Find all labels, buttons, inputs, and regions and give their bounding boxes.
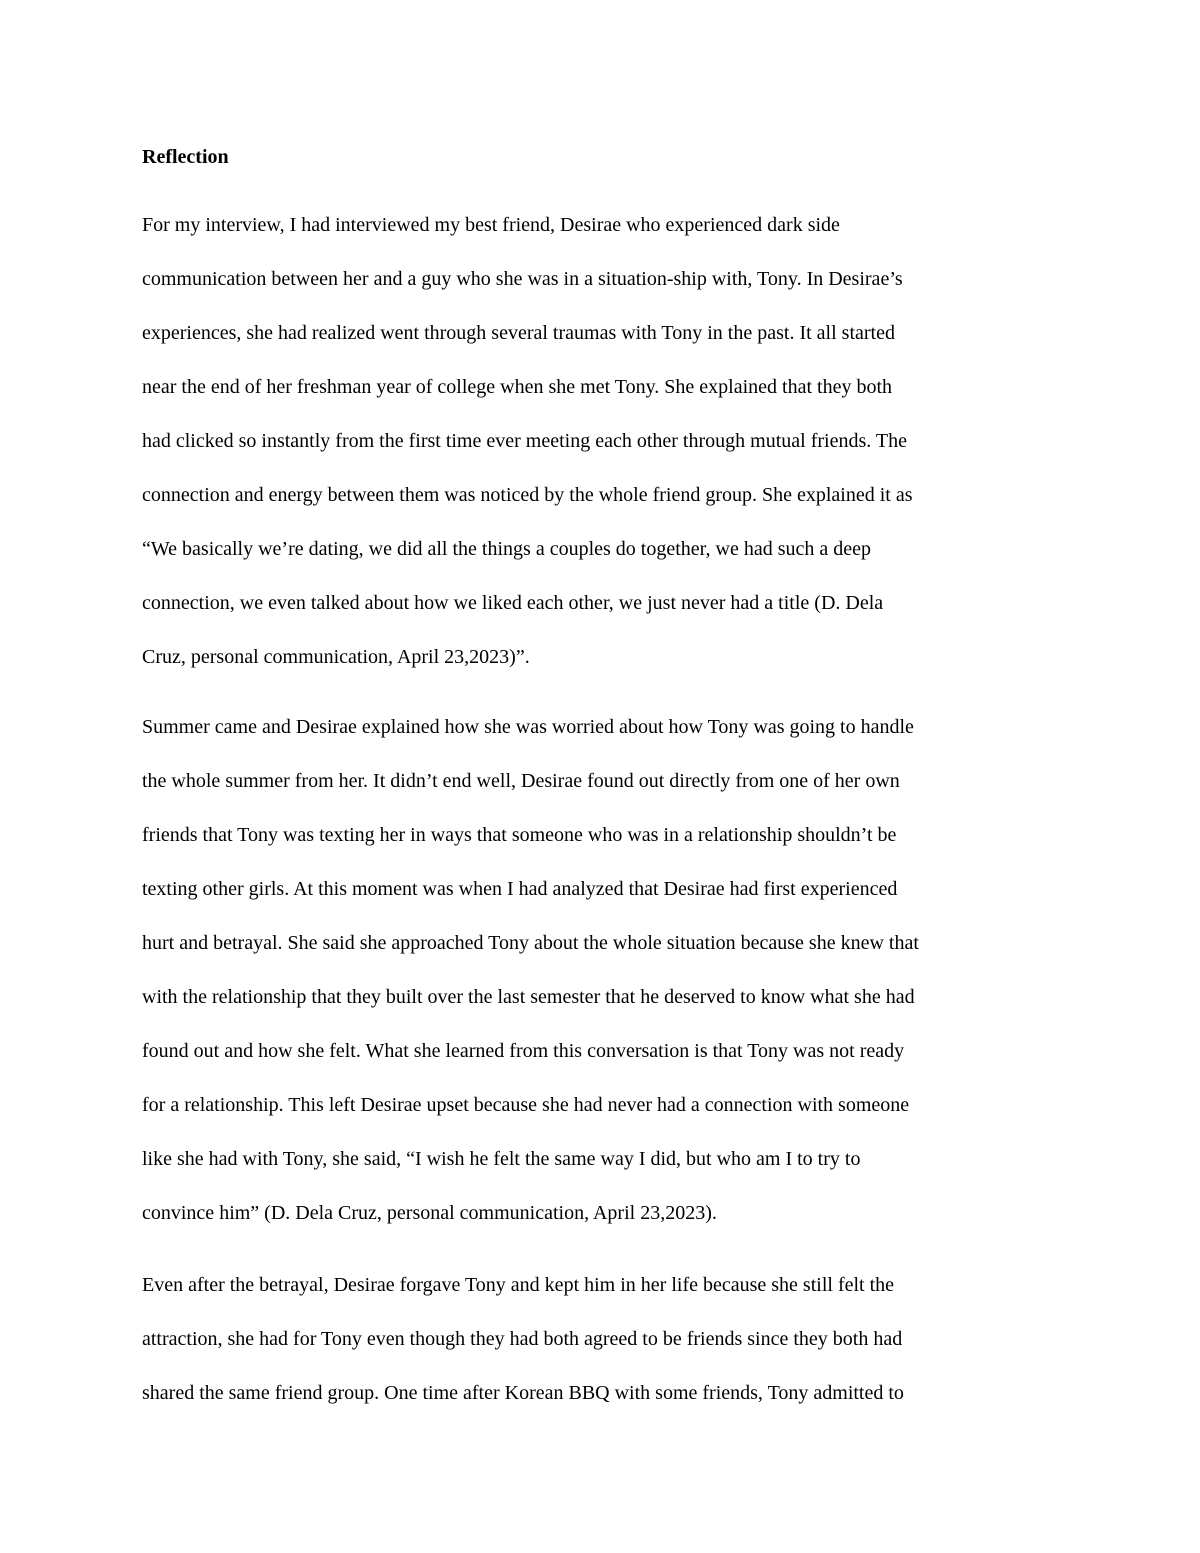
paragraph-1-line: connection, we even talked about how we liked each other, we just never had a title (D. Dela [142,592,884,614]
paragraph-2-line: texting other girls. At this moment was when I had analyzed that Desirae had first experienced [142,878,898,900]
paragraph-3-line: shared the same friend group. One time after Korean BBQ with some friends, Tony admitted to [142,1382,904,1404]
paragraph-3-line: attraction, she had for Tony even though they had both agreed to be friends since they both had [142,1328,903,1350]
paragraph-1-line: communication between her and a guy who she was in a situation-ship with, Tony. In Desirae’s [142,268,903,290]
paragraph-2-line: found out and how she felt. What she learned from this conversation is that Tony was not ready [142,1040,905,1062]
paragraph-2-line: friends that Tony was texting her in ways that someone who was in a relationship shouldn’t be [142,824,897,846]
paragraph-2-line: hurt and betrayal. She said she approached Tony about the whole situation because she knew that [142,932,919,954]
paragraph-3-line: Even after the betrayal, Desirae forgave Tony and kept him in her life because she still felt the [142,1274,895,1296]
paragraph-1-line: connection and energy between them was noticed by the whole friend group. She explained it as [142,484,913,506]
paragraph-2-line: Summer came and Desirae explained how she was worried about how Tony was going to handle [142,716,914,738]
paragraph-1-line: experiences, she had realized went through several traumas with Tony in the past. It all started [142,322,895,344]
paragraph-1-line: near the end of her freshman year of college when she met Tony. She explained that they both [142,376,893,398]
paragraph-1-line: had clicked so instantly from the first time ever meeting each other through mutual friends. The [142,430,907,452]
paragraph-2-line: for a relationship. This left Desirae upset because she had never had a connection with someone [142,1094,910,1116]
paragraph-1-line: Cruz, personal communication, April 23,2023)”. [142,646,530,668]
paragraph-2-line: with the relationship that they built over the last semester that he deserved to know what she had [142,986,915,1008]
paragraph-2-line: the whole summer from her. It didn’t end well, Desirae found out directly from one of her own [142,770,900,792]
paragraph-2-line: convince him” (D. Dela Cruz, personal communication, April 23,2023). [142,1202,717,1224]
paragraph-1-line: For my interview, I had interviewed my best friend, Desirae who experienced dark side [142,214,840,236]
page-title: Reflection [142,146,229,168]
paragraph-1-line: “We basically we’re dating, we did all the things a couples do together, we had such a deep [142,538,872,560]
paragraph-2-line: like she had with Tony, she said, “I wish he felt the same way I did, but who am I to try to [142,1148,861,1170]
